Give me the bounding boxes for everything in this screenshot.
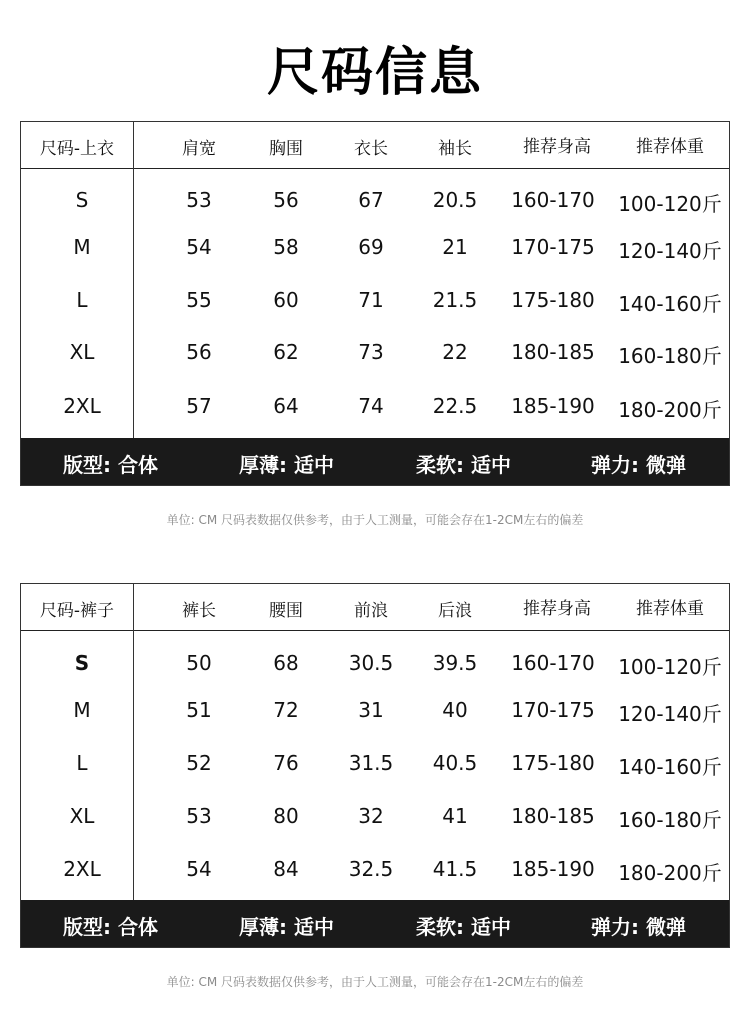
header-chest: 胸围 [269, 139, 303, 159]
page-title: 尺码信息 [266, 43, 483, 103]
value-cell: 56 [273, 188, 299, 212]
value-cell: 120-140斤 [618, 239, 722, 263]
value-cell: 64 [273, 394, 299, 418]
value-cell: 50 [186, 651, 212, 675]
header-weight: 推荐体重 [636, 599, 704, 619]
value-cell: 21.5 [432, 288, 478, 312]
value-cell: 53 [186, 188, 212, 212]
value-cell: 76 [273, 751, 299, 775]
value-cell: 160-170 [511, 651, 595, 675]
value-cell: 54 [186, 857, 212, 881]
value-cell: 185-190 [511, 857, 595, 881]
value-cell: 32 [358, 804, 384, 828]
fabric-properties-bar [21, 438, 729, 485]
value-cell: 22.5 [432, 394, 478, 418]
value-cell: 170-175 [511, 698, 595, 722]
value-cell: 80 [273, 804, 299, 828]
size-cell: L [76, 751, 88, 775]
value-cell: 41 [442, 804, 468, 828]
value-cell: 170-175 [511, 235, 595, 259]
value-cell: 175-180 [511, 751, 595, 775]
column-divider [133, 584, 134, 901]
size-cell: 2XL [63, 394, 101, 418]
thickness-label: 厚薄: 适中 [239, 453, 334, 477]
header-height: 推荐身高 [523, 599, 591, 619]
value-cell: 30.5 [348, 651, 394, 675]
value-cell: 40 [442, 698, 468, 722]
table-header-row [21, 122, 729, 169]
value-cell: 72 [273, 698, 299, 722]
softness-label: 柔软: 适中 [416, 453, 511, 477]
header-weight: 推荐体重 [636, 137, 704, 157]
value-cell: 22 [442, 340, 468, 364]
size-cell: M [73, 235, 91, 259]
elasticity-label: 弹力: 微弹 [591, 915, 686, 939]
value-cell: 32.5 [348, 857, 394, 881]
header-waist: 腰围 [269, 601, 303, 621]
value-cell: 160-170 [511, 188, 595, 212]
fit-label: 版型: 合体 [63, 453, 158, 477]
value-cell: 60 [273, 288, 299, 312]
header-sleeve: 袖长 [438, 139, 472, 159]
value-cell: 100-120斤 [618, 655, 722, 679]
value-cell: 120-140斤 [618, 702, 722, 726]
header-length: 衣长 [354, 139, 388, 159]
fabric-properties-bar [21, 900, 729, 947]
elasticity-label: 弹力: 微弹 [591, 453, 686, 477]
size-cell: S [75, 188, 89, 212]
value-cell: 73 [358, 340, 384, 364]
value-cell: 62 [273, 340, 299, 364]
measurement-note: 单位: CM 尺码表数据仅供参考，由于人工测量，可能会存在1-2CM左右的偏差 [166, 513, 584, 527]
value-cell: 160-180斤 [618, 344, 722, 368]
header-size-label: 尺码-上衣 [39, 139, 115, 159]
value-cell: 140-160斤 [618, 755, 722, 779]
value-cell: 20.5 [432, 188, 478, 212]
size-cell: S [74, 651, 90, 675]
size-cell: XL [69, 340, 95, 364]
size-cell: XL [69, 804, 95, 828]
value-cell: 21 [442, 235, 468, 259]
value-cell: 56 [186, 340, 212, 364]
header-size-label: 尺码-裤子 [39, 601, 115, 621]
measurement-note: 单位: CM 尺码表数据仅供参考，由于人工测量，可能会存在1-2CM左右的偏差 [166, 975, 584, 989]
size-table-top [20, 121, 730, 486]
value-cell: 160-180斤 [618, 808, 722, 832]
value-cell: 57 [186, 394, 212, 418]
column-divider [133, 122, 134, 439]
fit-label: 版型: 合体 [63, 915, 158, 939]
value-cell: 67 [358, 188, 384, 212]
value-cell: 55 [186, 288, 212, 312]
value-cell: 185-190 [511, 394, 595, 418]
value-cell: 51 [186, 698, 212, 722]
value-cell: 180-200斤 [618, 398, 722, 422]
thickness-label: 厚薄: 适中 [239, 915, 334, 939]
value-cell: 31 [358, 698, 384, 722]
value-cell: 71 [358, 288, 384, 312]
header-pants-length: 裤长 [182, 601, 216, 621]
value-cell: 175-180 [511, 288, 595, 312]
value-cell: 84 [273, 857, 299, 881]
size-table-bottom [20, 583, 730, 948]
size-cell: 2XL [63, 857, 101, 881]
header-height: 推荐身高 [523, 137, 591, 157]
value-cell: 53 [186, 804, 212, 828]
size-cell: M [73, 698, 91, 722]
value-cell: 41.5 [432, 857, 478, 881]
softness-label: 柔软: 适中 [416, 915, 511, 939]
table-header-row [21, 584, 729, 631]
value-cell: 52 [186, 751, 212, 775]
value-cell: 39.5 [432, 651, 478, 675]
value-cell: 40.5 [432, 751, 478, 775]
value-cell: 180-185 [511, 804, 595, 828]
value-cell: 69 [358, 235, 384, 259]
header-shoulder: 肩宽 [182, 139, 216, 159]
value-cell: 68 [273, 651, 299, 675]
size-cell: L [76, 288, 88, 312]
header-front-rise: 前浪 [354, 601, 388, 621]
value-cell: 31.5 [348, 751, 394, 775]
header-back-rise: 后浪 [438, 601, 472, 621]
value-cell: 74 [358, 394, 384, 418]
value-cell: 100-120斤 [618, 192, 722, 216]
value-cell: 58 [273, 235, 299, 259]
value-cell: 180-185 [511, 340, 595, 364]
value-cell: 180-200斤 [618, 861, 722, 885]
value-cell: 54 [186, 235, 212, 259]
value-cell: 140-160斤 [618, 292, 722, 316]
